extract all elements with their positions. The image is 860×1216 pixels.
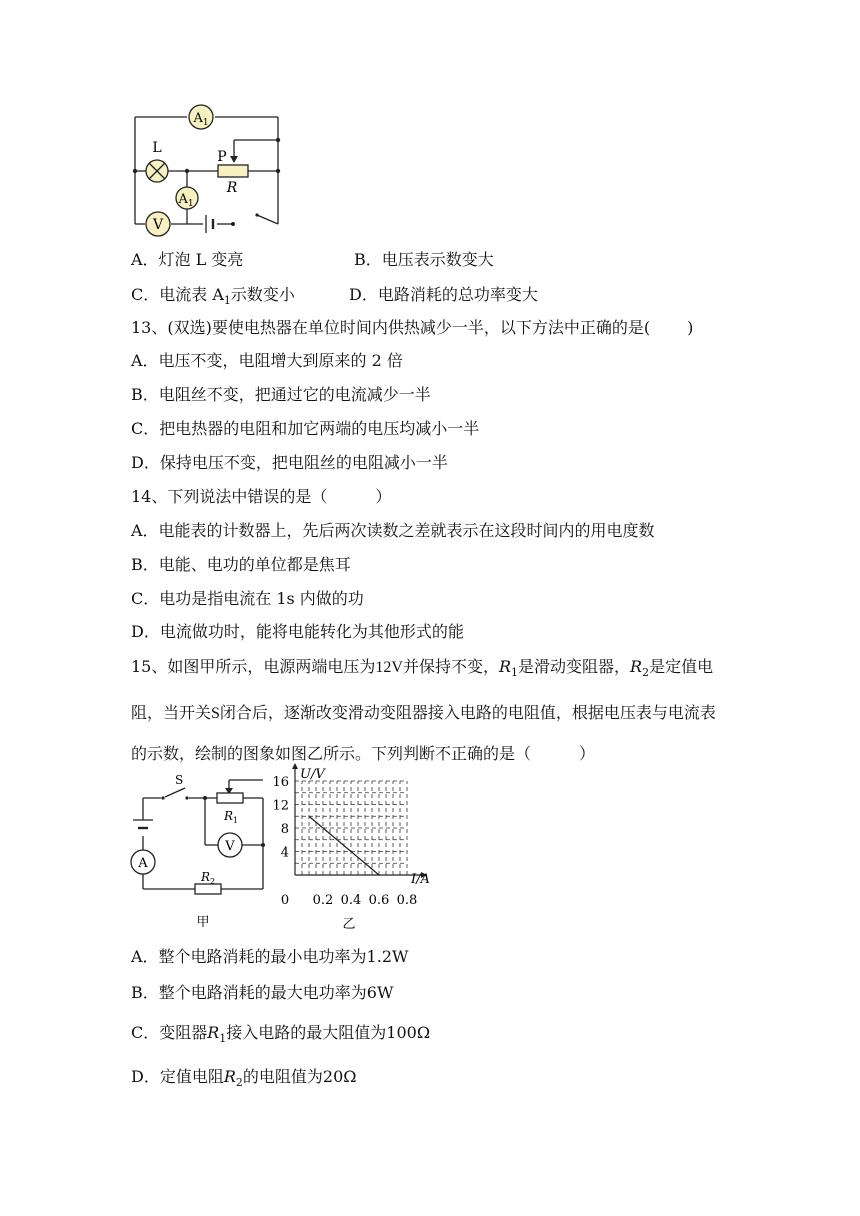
q12-option-d: D．电路消耗的总功率变大 (349, 285, 538, 304)
chart-y-tick-label: 8 (280, 822, 289, 837)
chart-x-tick-label: 0.2 (312, 893, 334, 908)
q15-circuit-figure-jia (125, 770, 275, 932)
q15-label-r1: $R_1$ (224, 809, 239, 825)
chart-x-tick-label: 0.8 (396, 893, 418, 908)
q14-option-a: A．电能表的计数器上，先后两次读数之差就表示在这段时间内的用电度数 (131, 521, 655, 540)
resistor-r2-icon (195, 884, 221, 894)
q12-label-a1-top: $A_1$ (193, 111, 209, 128)
chart-x-axis-label: I/A (411, 872, 430, 887)
q12-label-voltmeter: V (152, 217, 164, 233)
q15-label-ammeter: A (138, 856, 148, 871)
q12-option-a: A．灯泡 L 变亮 (131, 250, 244, 269)
rheostat-icon (218, 165, 248, 177)
q12-label-rheostat: R (226, 180, 238, 196)
q15-label-r2: $R_2$ (201, 870, 216, 886)
q14-stem: 14、下列说法中错误的是（ ） (131, 487, 392, 506)
q12-option-b: B．电压表示数变大 (354, 250, 494, 269)
q15-label-voltmeter: V (225, 839, 235, 854)
rheostat-r1-icon (217, 793, 243, 803)
q15-option-a: A．整个电路消耗的最小电功率为1.2W (131, 947, 409, 966)
chart-y-tick-label: 12 (272, 798, 289, 814)
q12-label-a1-bottom: $A_1$ (178, 192, 194, 209)
q13-option-b: B．电阻丝不变，把通过它的电流减少一半 (131, 385, 431, 404)
chart-x-tick-label: 0 (280, 893, 290, 908)
chart-x-tick-label: 0.4 (340, 893, 362, 908)
chart-y-tick-label: 4 (280, 845, 289, 861)
q12-option-c: C．电流表 $A_1$示数变小 (131, 285, 295, 308)
q14-option-b: B．电能、电功的单位都是焦耳 (131, 555, 351, 574)
q13-option-c: C．把电热器的电阻和加它两端的电压均减小一半 (131, 419, 480, 438)
q15-option-b: B．整个电路消耗的最大电功率为6W (131, 983, 394, 1002)
q15-option-c: C．变阻器$R_1$接入电路的最大阻值为100Ω (131, 1023, 431, 1046)
q15-caption-yi: 乙 (342, 917, 356, 932)
q15-option-d: D．定值电阻$R_2$的电阻值为20Ω (131, 1067, 357, 1090)
q15-stem: 15、如图甲所示，电源两端电压为12V并保持不变，$R_1$是滑动变阻器，$R_2$是定值电阻，当开关S闭合后，逐渐改变滑动变阻器接入电路的电阻值，根据电压表与电流表的示数，绘制的图象如图乙所示。下列判断不正确的是（ ） (131, 657, 716, 764)
q15-caption-jia: 甲 (196, 915, 210, 930)
q15-label-switch: S (175, 773, 184, 787)
q12-circuit-figure (125, 100, 290, 240)
q14-option-c: C．电功是指电流在 1s 内做的功 (131, 589, 364, 608)
chart-y-tick-label: 16 (272, 775, 289, 790)
q13-stem: 13、(双选)要使电热器在单位时间内供热减少一半，以下方法中正确的是( ) (131, 318, 694, 337)
q12-label-lamp: L (152, 140, 162, 156)
chart-y-axis-arrow (292, 763, 298, 769)
q12-label-slider: P (217, 149, 227, 165)
chart-y-axis-label: U/V (300, 767, 325, 782)
q14-option-d: D．电流做功时，能将电能转化为其他形式的能 (131, 622, 464, 641)
chart-x-tick-label: 0.6 (368, 893, 390, 908)
q13-option-d: D．保持电压不变，把电阻丝的电阻减小一半 (131, 453, 448, 472)
q13-option-a: A．电压不变，电阻增大到原来的 2 倍 (131, 351, 403, 370)
q15-ui-chart (270, 760, 450, 940)
